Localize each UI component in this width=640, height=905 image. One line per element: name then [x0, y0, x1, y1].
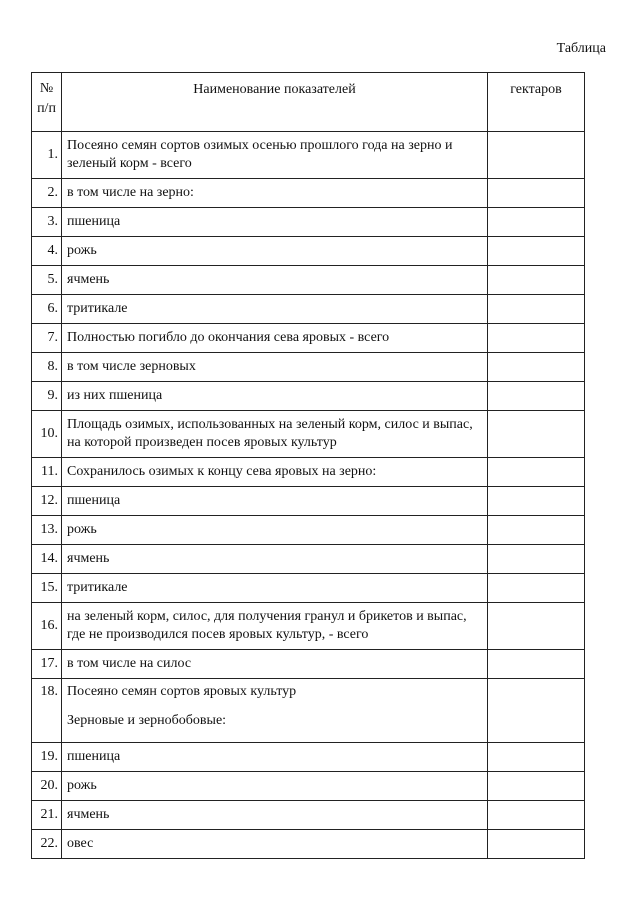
table-row — [32, 574, 585, 603]
header-num — [32, 73, 62, 132]
row-value-cell[interactable] — [488, 516, 585, 545]
row-label: пшеница — [62, 208, 488, 237]
row-value-cell[interactable] — [488, 179, 585, 208]
row-value-cell[interactable] — [488, 830, 585, 859]
table-header-row — [32, 73, 585, 132]
table-row — [32, 382, 585, 411]
header-num-line1: № — [39, 81, 54, 96]
row-label: в том числе на зерно: — [62, 179, 488, 208]
row-label-line1: Посеяно семян сортов яровых культур — [67, 684, 297, 699]
table-row — [32, 650, 585, 679]
row-number: 8. — [32, 353, 62, 382]
table-row — [32, 679, 585, 743]
table-row — [32, 179, 585, 208]
row-value-cell[interactable] — [488, 574, 585, 603]
table-row — [32, 516, 585, 545]
table-row — [32, 208, 585, 237]
row-value-cell[interactable] — [488, 353, 585, 382]
row-number: 17. — [32, 650, 62, 679]
table-row — [32, 324, 585, 353]
row-number: 2. — [32, 179, 62, 208]
table-row — [32, 266, 585, 295]
table-row — [32, 830, 585, 859]
header-num-line2: п/п — [37, 101, 56, 116]
row-label: ячмень — [62, 801, 488, 830]
table-row — [32, 237, 585, 266]
table-row — [32, 353, 585, 382]
row-number: 15. — [32, 574, 62, 603]
table-row — [32, 772, 585, 801]
row-label: рожь — [62, 772, 488, 801]
row-value-cell[interactable] — [488, 411, 585, 458]
table-row — [32, 545, 585, 574]
indicators-table — [31, 72, 585, 859]
row-number: 20. — [32, 772, 62, 801]
row-value-cell[interactable] — [488, 772, 585, 801]
row-value-cell[interactable] — [488, 382, 585, 411]
row-number: 14. — [32, 545, 62, 574]
row-value-cell[interactable] — [488, 487, 585, 516]
table-row — [32, 458, 585, 487]
row-label: в том числе на силос — [62, 650, 488, 679]
row-number: 3. — [32, 208, 62, 237]
row-label: тритикале — [62, 574, 488, 603]
row-value-cell[interactable] — [488, 545, 585, 574]
row-number: 11. — [32, 458, 62, 487]
row-number: 1. — [32, 132, 62, 179]
row-number: 22. — [32, 830, 62, 859]
table-row — [32, 132, 585, 179]
row-value-cell[interactable] — [488, 295, 585, 324]
row-number: 10. — [32, 411, 62, 458]
row-value-cell[interactable] — [488, 208, 585, 237]
row-label: Сохранилось озимых к концу сева яровых на зерно: — [62, 458, 488, 487]
table-row — [32, 411, 585, 458]
row-label: Площадь озимых, использованных на зеленый корм, силос и выпас, на которой произведен посев яровых культур — [62, 411, 488, 458]
row-label: рожь — [62, 237, 488, 266]
row-label: в том числе зерновых — [62, 353, 488, 382]
table-row — [32, 295, 585, 324]
row-number: 4. — [32, 237, 62, 266]
row-label — [62, 679, 488, 743]
row-label: Полностью погибло до окончания сева яровых - всего — [62, 324, 488, 353]
row-number: 21. — [32, 801, 62, 830]
row-value-cell[interactable] — [488, 132, 585, 179]
row-value-cell[interactable] — [488, 801, 585, 830]
row-number: 9. — [32, 382, 62, 411]
row-label: на зеленый корм, силос, для получения гранул и брикетов и выпас, где не производился посев яровых культур, - всего — [62, 603, 488, 650]
row-value-cell[interactable] — [488, 266, 585, 295]
row-number: 7. — [32, 324, 62, 353]
row-value-cell[interactable] — [488, 650, 585, 679]
header-value: гектаров — [488, 73, 585, 132]
row-label: ячмень — [62, 266, 488, 295]
row-label: рожь — [62, 516, 488, 545]
row-number: 5. — [32, 266, 62, 295]
row-value-cell[interactable] — [488, 458, 585, 487]
row-value-cell[interactable] — [488, 237, 585, 266]
row-number: 6. — [32, 295, 62, 324]
row-value-cell[interactable] — [488, 324, 585, 353]
table-row — [32, 487, 585, 516]
table-row — [32, 801, 585, 830]
row-label: пшеница — [62, 743, 488, 772]
table-caption: Таблица — [556, 41, 606, 56]
row-label: тритикале — [62, 295, 488, 324]
row-label: Посеяно семян сортов озимых осенью прошлого года на зерно и зеленый корм - всего — [62, 132, 488, 179]
row-number: 13. — [32, 516, 62, 545]
row-label-line2: Зерновые и зернобобовые: — [67, 713, 227, 728]
table-row — [32, 743, 585, 772]
row-label: овес — [62, 830, 488, 859]
row-label: пшеница — [62, 487, 488, 516]
row-number: 12. — [32, 487, 62, 516]
row-label: ячмень — [62, 545, 488, 574]
row-value-cell[interactable] — [488, 743, 585, 772]
row-number: 19. — [32, 743, 62, 772]
header-name: Наименование показателей — [62, 73, 488, 132]
row-value-cell[interactable] — [488, 679, 585, 743]
row-value-cell[interactable] — [488, 603, 585, 650]
row-number: 18. — [32, 679, 62, 743]
row-label: из них пшеница — [62, 382, 488, 411]
row-number: 16. — [32, 603, 62, 650]
table-row — [32, 603, 585, 650]
